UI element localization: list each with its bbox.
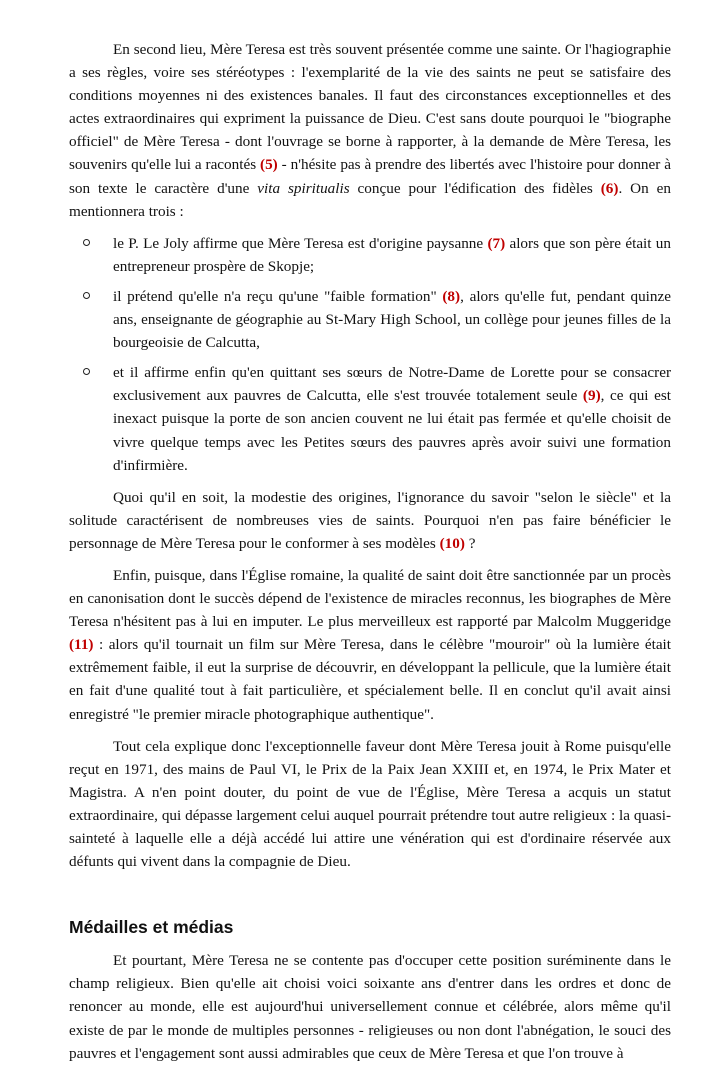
text-run: - n'hésite pas à prendre des libertés avec l'histoire pour donner à son texte le caractère d'une xyxy=(69,156,671,197)
text-run: Enfin, puisque, dans l'Église romaine, la qualité de saint doit être sanctionnée par un procès en canonisation dont le succès dépend de l'existence de miracles reconnus, les biographes de Mère Teresa n'hésitent pas à lui en imputer. Le plus merveilleux est rapporté par Malcolm Muggeridge xyxy=(69,566,671,631)
text-run: . On en mentionnera trois : xyxy=(69,179,672,220)
list-item xyxy=(83,232,671,278)
footnote-ref-7[interactable]: (7) xyxy=(487,234,506,252)
footnote-ref-10[interactable]: (10) xyxy=(439,534,465,552)
paragraph-prizes: Tout cela explique donc l'exceptionnelle faveur dont Mère Teresa jouit à Rome puisqu'elle reçut en 1971, des mains de Paul VI, le Prix de la Paix Jean XXIII et, en 1974, le Prix Mater et Magistra. A n'en point douter, du point de vue de l'Église, Mère Teresa a acquis un statut extraordinaire, qui dépasse largement celui auquel pourrait prétendre tout autre religieux : la quasi-sainteté à laquelle elle a déjà accédé lui attire une vénération qui est d'ordinaire réservée aux défunts qui vivent dans la compagnie de Dieu. xyxy=(69,737,671,871)
paragraph-miracles xyxy=(69,564,671,726)
list-item xyxy=(83,361,671,476)
footnote-ref-11[interactable]: (11) xyxy=(69,636,94,654)
document-page xyxy=(69,38,671,1074)
bullet-circle-icon xyxy=(83,292,90,299)
text-run: Quoi qu'il en soit, la modestie des origines, l'ignorance du savoir "selon le siècle" et la solitude caractérisent de nombreuses vies de saints. Pourquoi n'en pas faire bénéficier le personnage de Mère Teresa pour le conformer à ses modèles xyxy=(69,488,671,552)
text-run: , alors qu'elle fut, pendant quinze ans, enseignante de géographie au St-Mary High School, un collège pour jeunes filles de la bourgeoisie de Calcutta, xyxy=(113,287,671,352)
text-run: le P. Le Joly affirme que Mère Teresa est d'origine paysanne xyxy=(113,234,488,252)
bullet-circle-icon xyxy=(83,368,90,375)
section-heading: Médailles et médias xyxy=(69,917,234,938)
text-run: , ce qui est inexact puisque la porte de son ancien couvent ne lui était pas fermée et qu'elle choisit de vivre quelque temps avec les Petites sœurs des pauvres après avoir suivi une formation d'infirmière. xyxy=(113,387,672,474)
list-item xyxy=(83,285,671,354)
footnote-ref-6[interactable]: (6) xyxy=(600,179,619,197)
paragraph-fame: Et pourtant, Mère Teresa ne se contente pas d'occuper cette position suréminente dans le champ religieux. Bien qu'elle ait choisi voici soixante ans d'entrer dans les ordres et donc de renoncer au monde, elle est aujourd'hui universellement connue et célébrée, alors même qu'il existe de par le monde de multiples personnes - religieuses ou non dont l'abnégation, le souci des pauvres et l'engagement sont aussi admirables que ceux de Mère Teresa et que l'on trouve à xyxy=(69,952,671,1062)
italic-term: vita spiritualis xyxy=(257,179,350,197)
footnote-ref-8[interactable]: (8) xyxy=(442,287,461,305)
text-run: conçue pour l'édification des fidèles xyxy=(349,179,593,197)
text-run: : alors qu'il tournait un film sur Mère Teresa, dans le célèbre "mouroir" où la lumière était extrêmement faible, il eut la surprise de découvrir, en développant la pellicule, que la lumière était en fait d'une qualité tout à fait particulière, et spécialement belle. Il en conclut qu'il avait ainsi enregistré "le premier miracle photographique authentique". xyxy=(69,636,671,723)
text-run: ? xyxy=(464,534,476,552)
footnote-ref-5[interactable]: (5) xyxy=(260,156,278,174)
footnote-ref-9[interactable]: (9) xyxy=(582,387,601,405)
paragraph-hagiography xyxy=(69,38,671,223)
text-run: il prétend qu'elle n'a reçu qu'une "faible formation" xyxy=(113,287,443,305)
text-run: alors que son père était un entrepreneur prospère de Skopje; xyxy=(113,234,671,275)
text-run: et il affirme enfin qu'en quittant ses sœurs de Notre-Dame de Lorette pour se consacrer exclusivement aux pauvres de Calcutta, elle s'est trouvée totalement seule xyxy=(113,364,671,405)
paragraph-modesty xyxy=(69,486,671,555)
bullet-circle-icon xyxy=(83,239,90,246)
text-run: En second lieu, Mère Teresa est très souvent présentée comme une sainte. Or l'hagiographie a ses règles, voire ses stéréotypes : l'exemplarité de la vie des saints ne peut se satisfaire des conditions moyennes ni des existences banales. Il faut des circonstances exceptionnelles et des actes extraordinaires qui expriment la puissance de Dieu. C'est sans doute pourquoi le "biographe officiel" de Mère Teresa - dont l'ouvrage se borne à rapporter, à la demande de Mère Teresa, les souvenirs qu'elle lui a racontés xyxy=(69,41,671,174)
bullet-list xyxy=(69,232,671,477)
